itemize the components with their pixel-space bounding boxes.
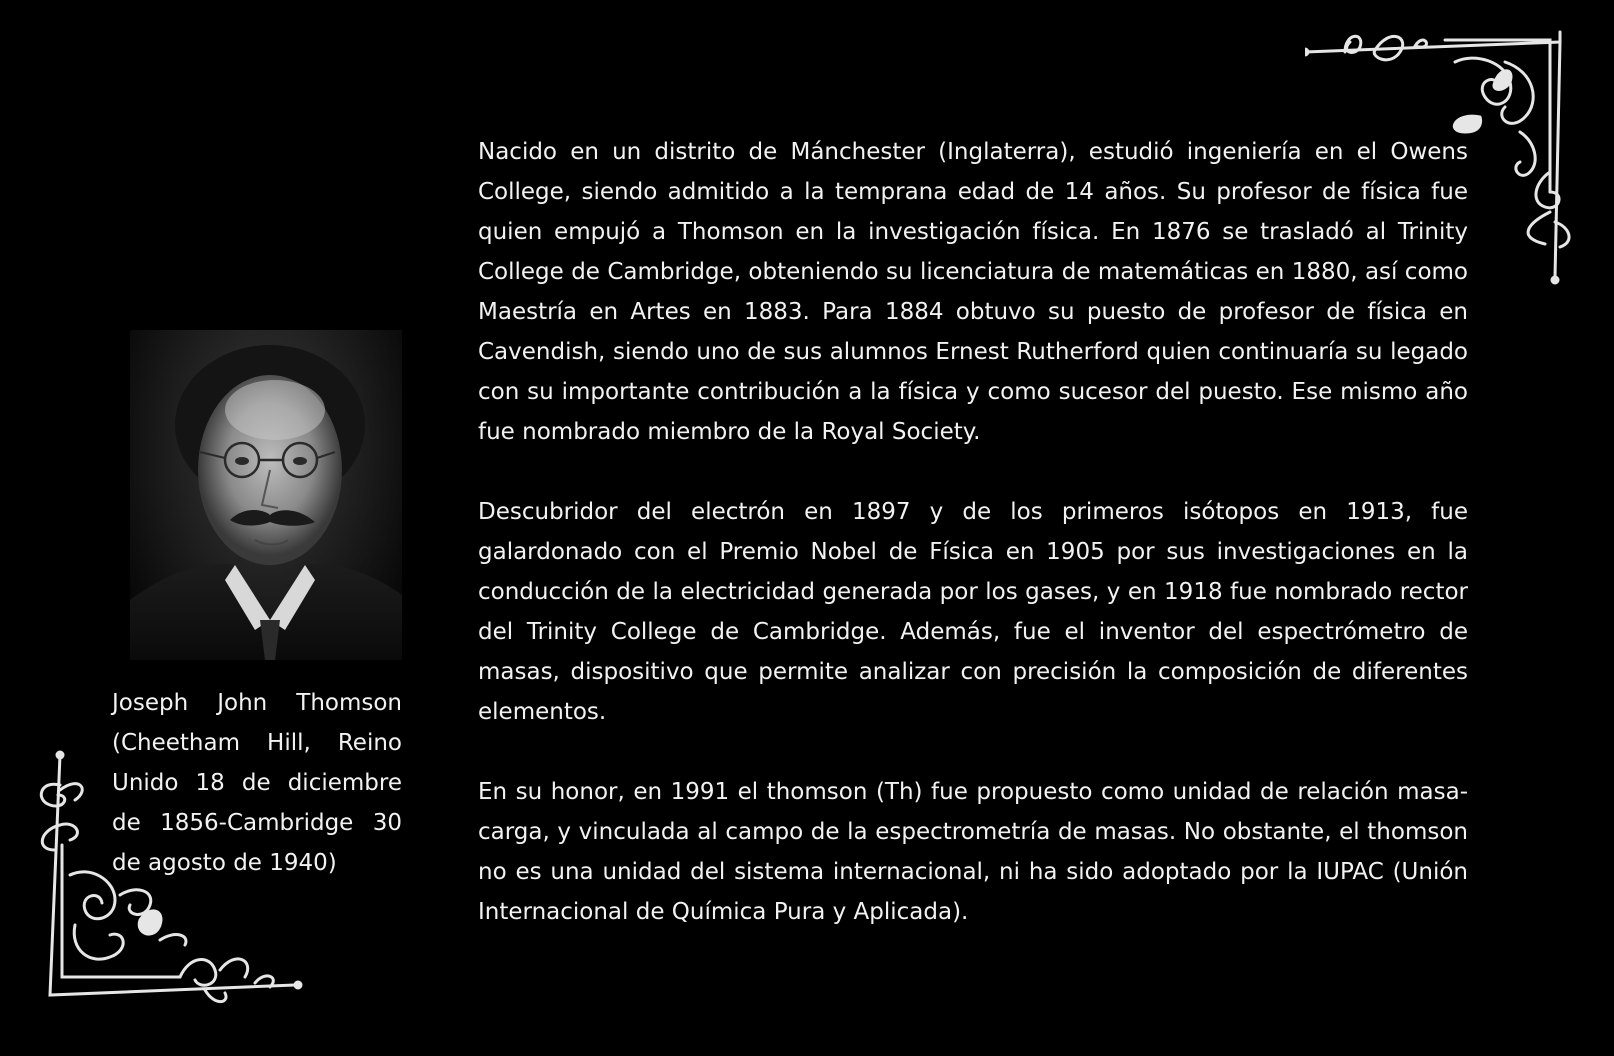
paragraph-1: Nacido en un distrito de Mánchester (Inglaterra), estudió ingeniería en el Owens College, siendo admitido a la temprana edad de 14 años. Su profesor de física fue quien empujó a Thomson en la investigación física. En 1876 se trasladó al Trinity College de Cambridge, obteniendo su licenciatura de matemáticas en 1880, así como Maestría en Artes en 1883. Para 1884 obtuvo su puesto de profesor de física en Cavendish, siendo uno de sus alumnos Ernest Rutherford quien continuaría su legado con su importante contribución a la física y como sucesor del puesto. Ese mismo año fue nombrado miembro de la Royal Society. (478, 139, 1468, 445)
ornament-bottom-left-icon (30, 745, 310, 1015)
portrait-photo (130, 330, 402, 660)
paragraph-2: Descubridor del electrón en 1897 y de los primeros isótopos en 1913, fue galardonado con el Premio Nobel de Física en 1905 por sus investigaciones en la conducción de la electricidad generada por los gases, y en 1918 fue nombrado rector del Trinity College de Cambridge. Además, fue el inventor del espectrómetro de masas, dispositivo que permite analizar con precisión la composición de diferentes elementos. (478, 499, 1468, 725)
paragraph-3: En su honor, en 1991 el thomson (Th) fue propuesto como unidad de relación masa-carga, y vinculada al campo de la espectrometría de masas. No obstante, el thomson no es una unidad del sistema internacional, ni ha sido adoptado por la IUPAC (Unión Internacional de Química Pura y Aplicada). (478, 779, 1468, 925)
portrait-caption: Joseph John Thomson (Cheetham Hill, Reino Unido 18 de diciembre de 1856-Cambridge 30 de agosto de 1940) (112, 690, 402, 876)
biography-text (478, 132, 1468, 932)
